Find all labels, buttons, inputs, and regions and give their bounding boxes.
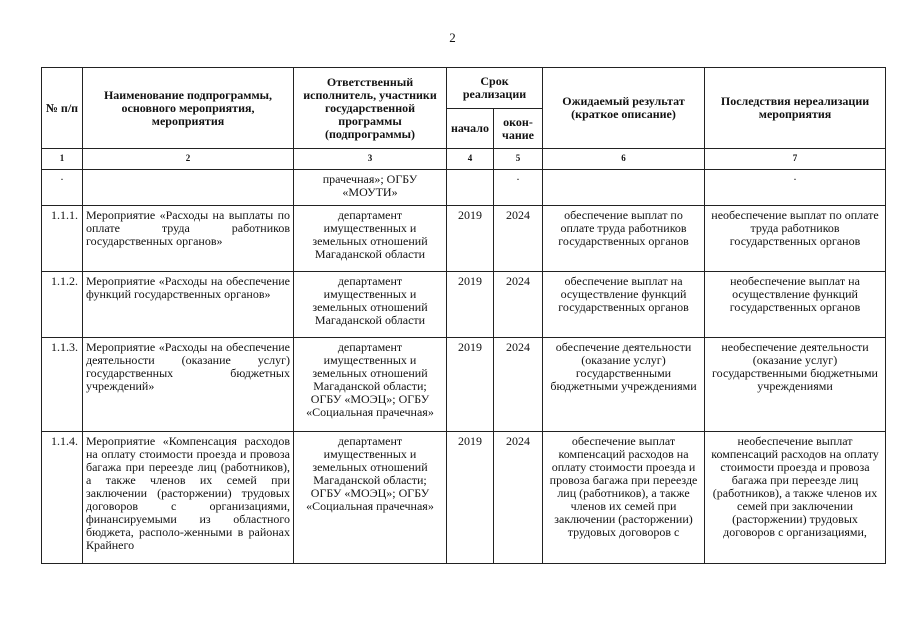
column-number: 2 (83, 149, 294, 170)
column-number: 4 (447, 149, 494, 170)
row-start (447, 170, 494, 206)
header-end: окон-чание (494, 109, 543, 149)
row-consequence: необеспечение выплат на осуществление функций государственных органов (705, 272, 886, 338)
row-result: обеспечение деятельности (оказание услуг) государственными бюджетными учреждениями (543, 338, 705, 432)
header-num: № п/п (42, 68, 83, 149)
row-name: Мероприятие «Компенсация расходов на оплату стоимости проезда и провоза багажа при переезде лиц (работников), а также членов их семей при заключении (расторжении) трудовых договоров с организациями, финансируемыми из областного бюджета, располо-женными в районах Крайнего (83, 432, 294, 564)
row-number: 1.1.1. (42, 206, 83, 272)
column-number: 1 (42, 149, 83, 170)
column-number: 5 (494, 149, 543, 170)
program-table (41, 67, 886, 564)
row-consequence: необеспечение выплат по оплате труда работников государственных органов (705, 206, 886, 272)
table-row (42, 206, 886, 272)
row-executor: департамент имущественных и земельных отношений Магаданской области; ОГБУ «МОЭЦ»; ОГБУ «Социальная прачечная» (294, 338, 447, 432)
header-executor: Ответственный исполнитель, участники государственной программы (подпрограммы) (294, 68, 447, 149)
row-executor: прачечная»; ОГБУ «МОУТИ» (294, 170, 447, 206)
row-name: Мероприятие «Расходы на выплаты по оплате труда работников государственных органов» (83, 206, 294, 272)
header-row-top (42, 68, 886, 109)
row-result: обеспечение выплат на осуществление функций государственных органов (543, 272, 705, 338)
row-result: обеспечение выплат по оплате труда работников государственных органов (543, 206, 705, 272)
row-number: 1.1.2. (42, 272, 83, 338)
column-number: 6 (543, 149, 705, 170)
row-executor: департамент имущественных и земельных отношений Магаданской области; ОГБУ «МОЭЦ»; ОГБУ «Социальная прачечная» (294, 432, 447, 564)
row-name: Мероприятие «Расходы на обеспечение функций государственных органов» (83, 272, 294, 338)
row-end: 2024 (494, 206, 543, 272)
row-end: · (494, 170, 543, 206)
row-executor: департамент имущественных и земельных отношений Магаданской области (294, 272, 447, 338)
table-row (42, 432, 886, 564)
row-start: 2019 (447, 206, 494, 272)
row-consequence: · (705, 170, 886, 206)
row-end: 2024 (494, 432, 543, 564)
header-consequence: Последствия нереализации мероприятия (705, 68, 886, 149)
header-period: Срок реализации (447, 68, 543, 109)
row-start: 2019 (447, 432, 494, 564)
row-consequence: необеспечение выплат компенсаций расходов на оплату стоимости проезда и провоза багажа при переезде лиц (работников), а также членов их семей при заключении (расторжении) трудовых договоров с организациями, (705, 432, 886, 564)
row-result (543, 170, 705, 206)
row-executor: департамент имущественных и земельных отношений Магаданской области (294, 206, 447, 272)
row-consequence: необеспечение деятельности (оказание услуг) государственными бюджетными учреждениями (705, 338, 886, 432)
row-name (83, 170, 294, 206)
header-result: Ожидаемый результат (краткое описание) (543, 68, 705, 149)
column-number-row (42, 149, 886, 170)
table-row (42, 170, 886, 206)
table-row (42, 338, 886, 432)
table-row (42, 272, 886, 338)
row-start: 2019 (447, 338, 494, 432)
page-number: 2 (449, 30, 456, 45)
row-start: 2019 (447, 272, 494, 338)
row-end: 2024 (494, 272, 543, 338)
row-number: 1.1.3. (42, 338, 83, 432)
row-number: 1.1.4. (42, 432, 83, 564)
row-name: Мероприятие «Расходы на обеспечение деятельности (оказание услуг) государственных бюджетных учреждений» (83, 338, 294, 432)
row-result: обеспечение выплат компенсаций расходов на оплату стоимости проезда и провоза багажа при переезде лиц (работников), а также членов их семей при заключении (расторжении) трудовых договоров с (543, 432, 705, 564)
row-end: 2024 (494, 338, 543, 432)
header-name: Наименование подпрограммы, основного мероприятия, мероприятия (83, 68, 294, 149)
column-number: 3 (294, 149, 447, 170)
row-number: · (42, 170, 83, 206)
column-number: 7 (705, 149, 886, 170)
header-start: начало (447, 109, 494, 149)
